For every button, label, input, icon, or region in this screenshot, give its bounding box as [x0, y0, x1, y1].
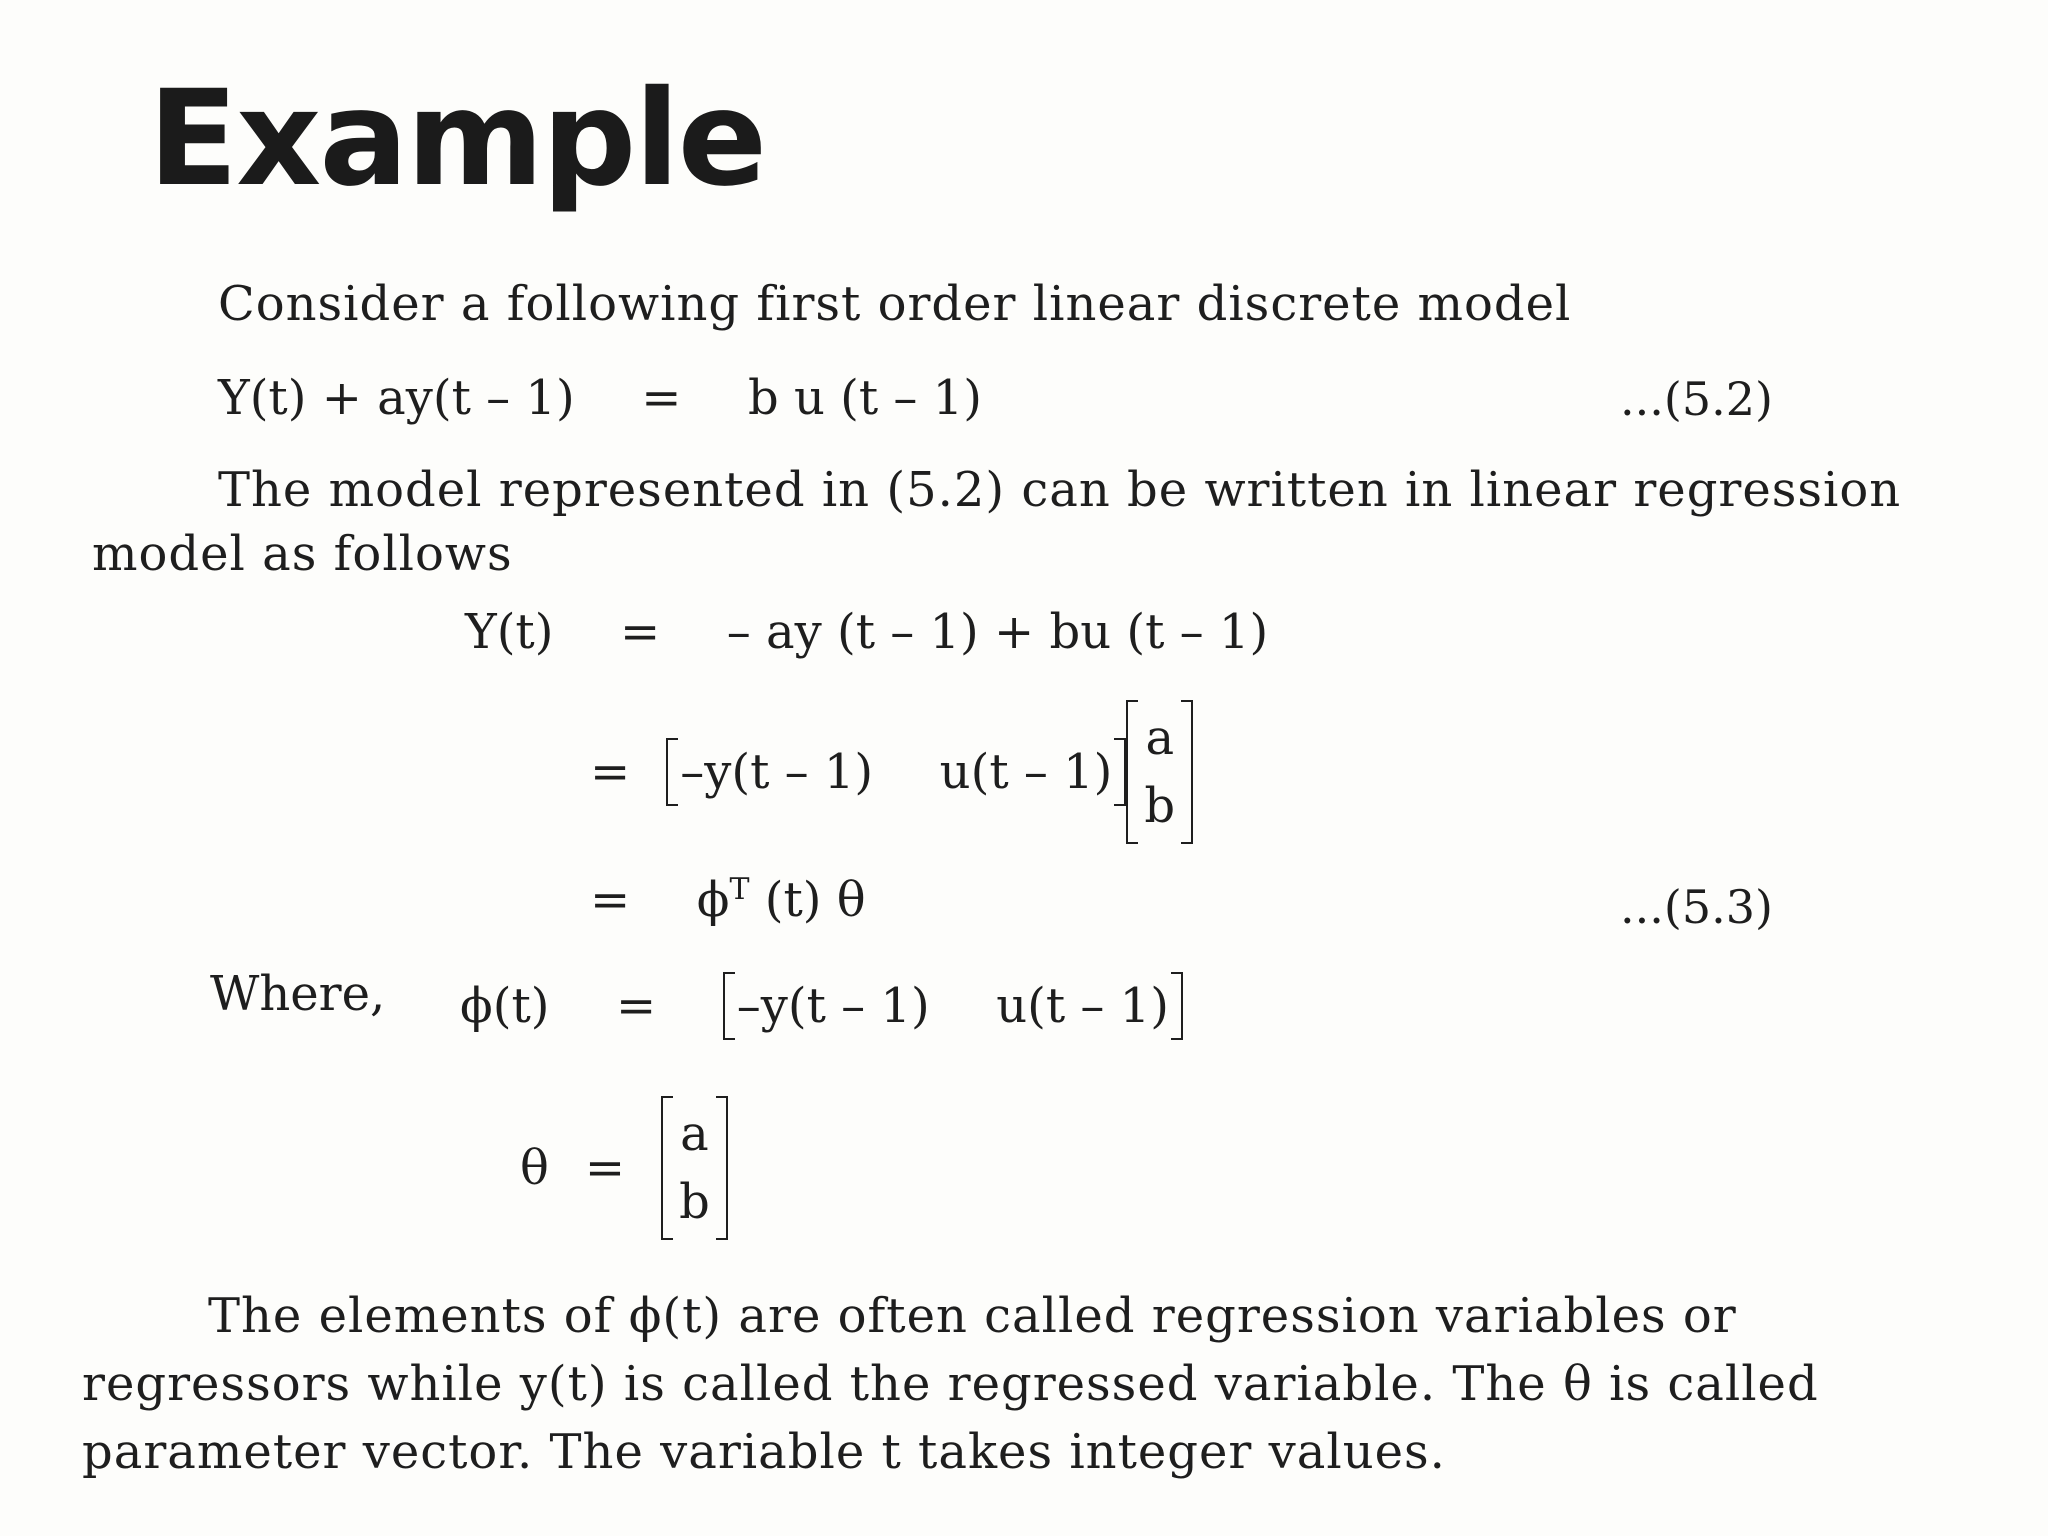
paragraph-intro: Consider a following first order linear discrete model [218, 276, 1572, 332]
phi-rest: (t) θ [749, 872, 866, 928]
theta-vec-bottom: b [679, 1174, 710, 1230]
eq52-lhs: Y(t) + ay(t – 1) [218, 370, 575, 426]
regression-equals: = [619, 604, 661, 660]
theta-equals: = [584, 1140, 626, 1196]
equation-5-2 [218, 370, 982, 426]
where-phi-equals: = [616, 978, 657, 1034]
where-phi-line [460, 978, 1183, 1034]
phi-symbol: ϕ [696, 872, 730, 928]
eq52-rhs: b u (t – 1) [747, 370, 982, 426]
regression-line2 [590, 700, 1193, 844]
theta-vector [661, 1096, 728, 1240]
column-vector [1126, 700, 1193, 844]
phi-row-elem-2: u(t – 1) [996, 978, 1169, 1034]
paragraph-closing-line3: parameter vector. The variable t takes integer values. [82, 1424, 1446, 1480]
row-elem-2: u(t – 1) [939, 744, 1113, 800]
regression-lhs: Y(t) [465, 604, 554, 660]
theta-line [520, 1096, 728, 1240]
equation-number-5-3: ...(5.3) [1620, 880, 1773, 934]
regression-line3 [590, 872, 866, 928]
paragraph-closing-line1: The elements of ϕ(t) are often called regression variables or [208, 1288, 1737, 1344]
equation-number-5-2: ...(5.2) [1620, 372, 1773, 426]
vec-bottom: b [1144, 778, 1176, 834]
phi-row-elem-1: –y(t – 1) [736, 978, 930, 1034]
where-label: Where, [210, 966, 386, 1022]
transpose-superscript: T [729, 872, 750, 907]
row-vector [666, 744, 1126, 800]
theta-lhs: θ [520, 1140, 549, 1196]
regression-equals-3: = [590, 872, 631, 928]
row-elem-1: –y(t – 1) [680, 744, 874, 800]
paragraph-model-line2: model as follows [92, 526, 513, 582]
paragraph-model-line1: The model represented in (5.2) can be written in linear regression [218, 462, 1902, 518]
paragraph-closing-line2: regressors while y(t) is called the regressed variable. The θ is called [82, 1356, 1819, 1412]
where-phi-lhs: ϕ(t) [460, 978, 550, 1034]
vec-top: a [1145, 710, 1175, 766]
regression-rhs: – ay (t – 1) + bu (t – 1) [726, 604, 1269, 660]
theta-vec-top: a [680, 1106, 709, 1162]
heading: Example [148, 62, 766, 216]
phi-row-vector [723, 978, 1183, 1034]
regression-equals-2: = [590, 744, 631, 800]
regression-line1 [465, 604, 1268, 660]
eq52-equals: = [641, 370, 682, 426]
